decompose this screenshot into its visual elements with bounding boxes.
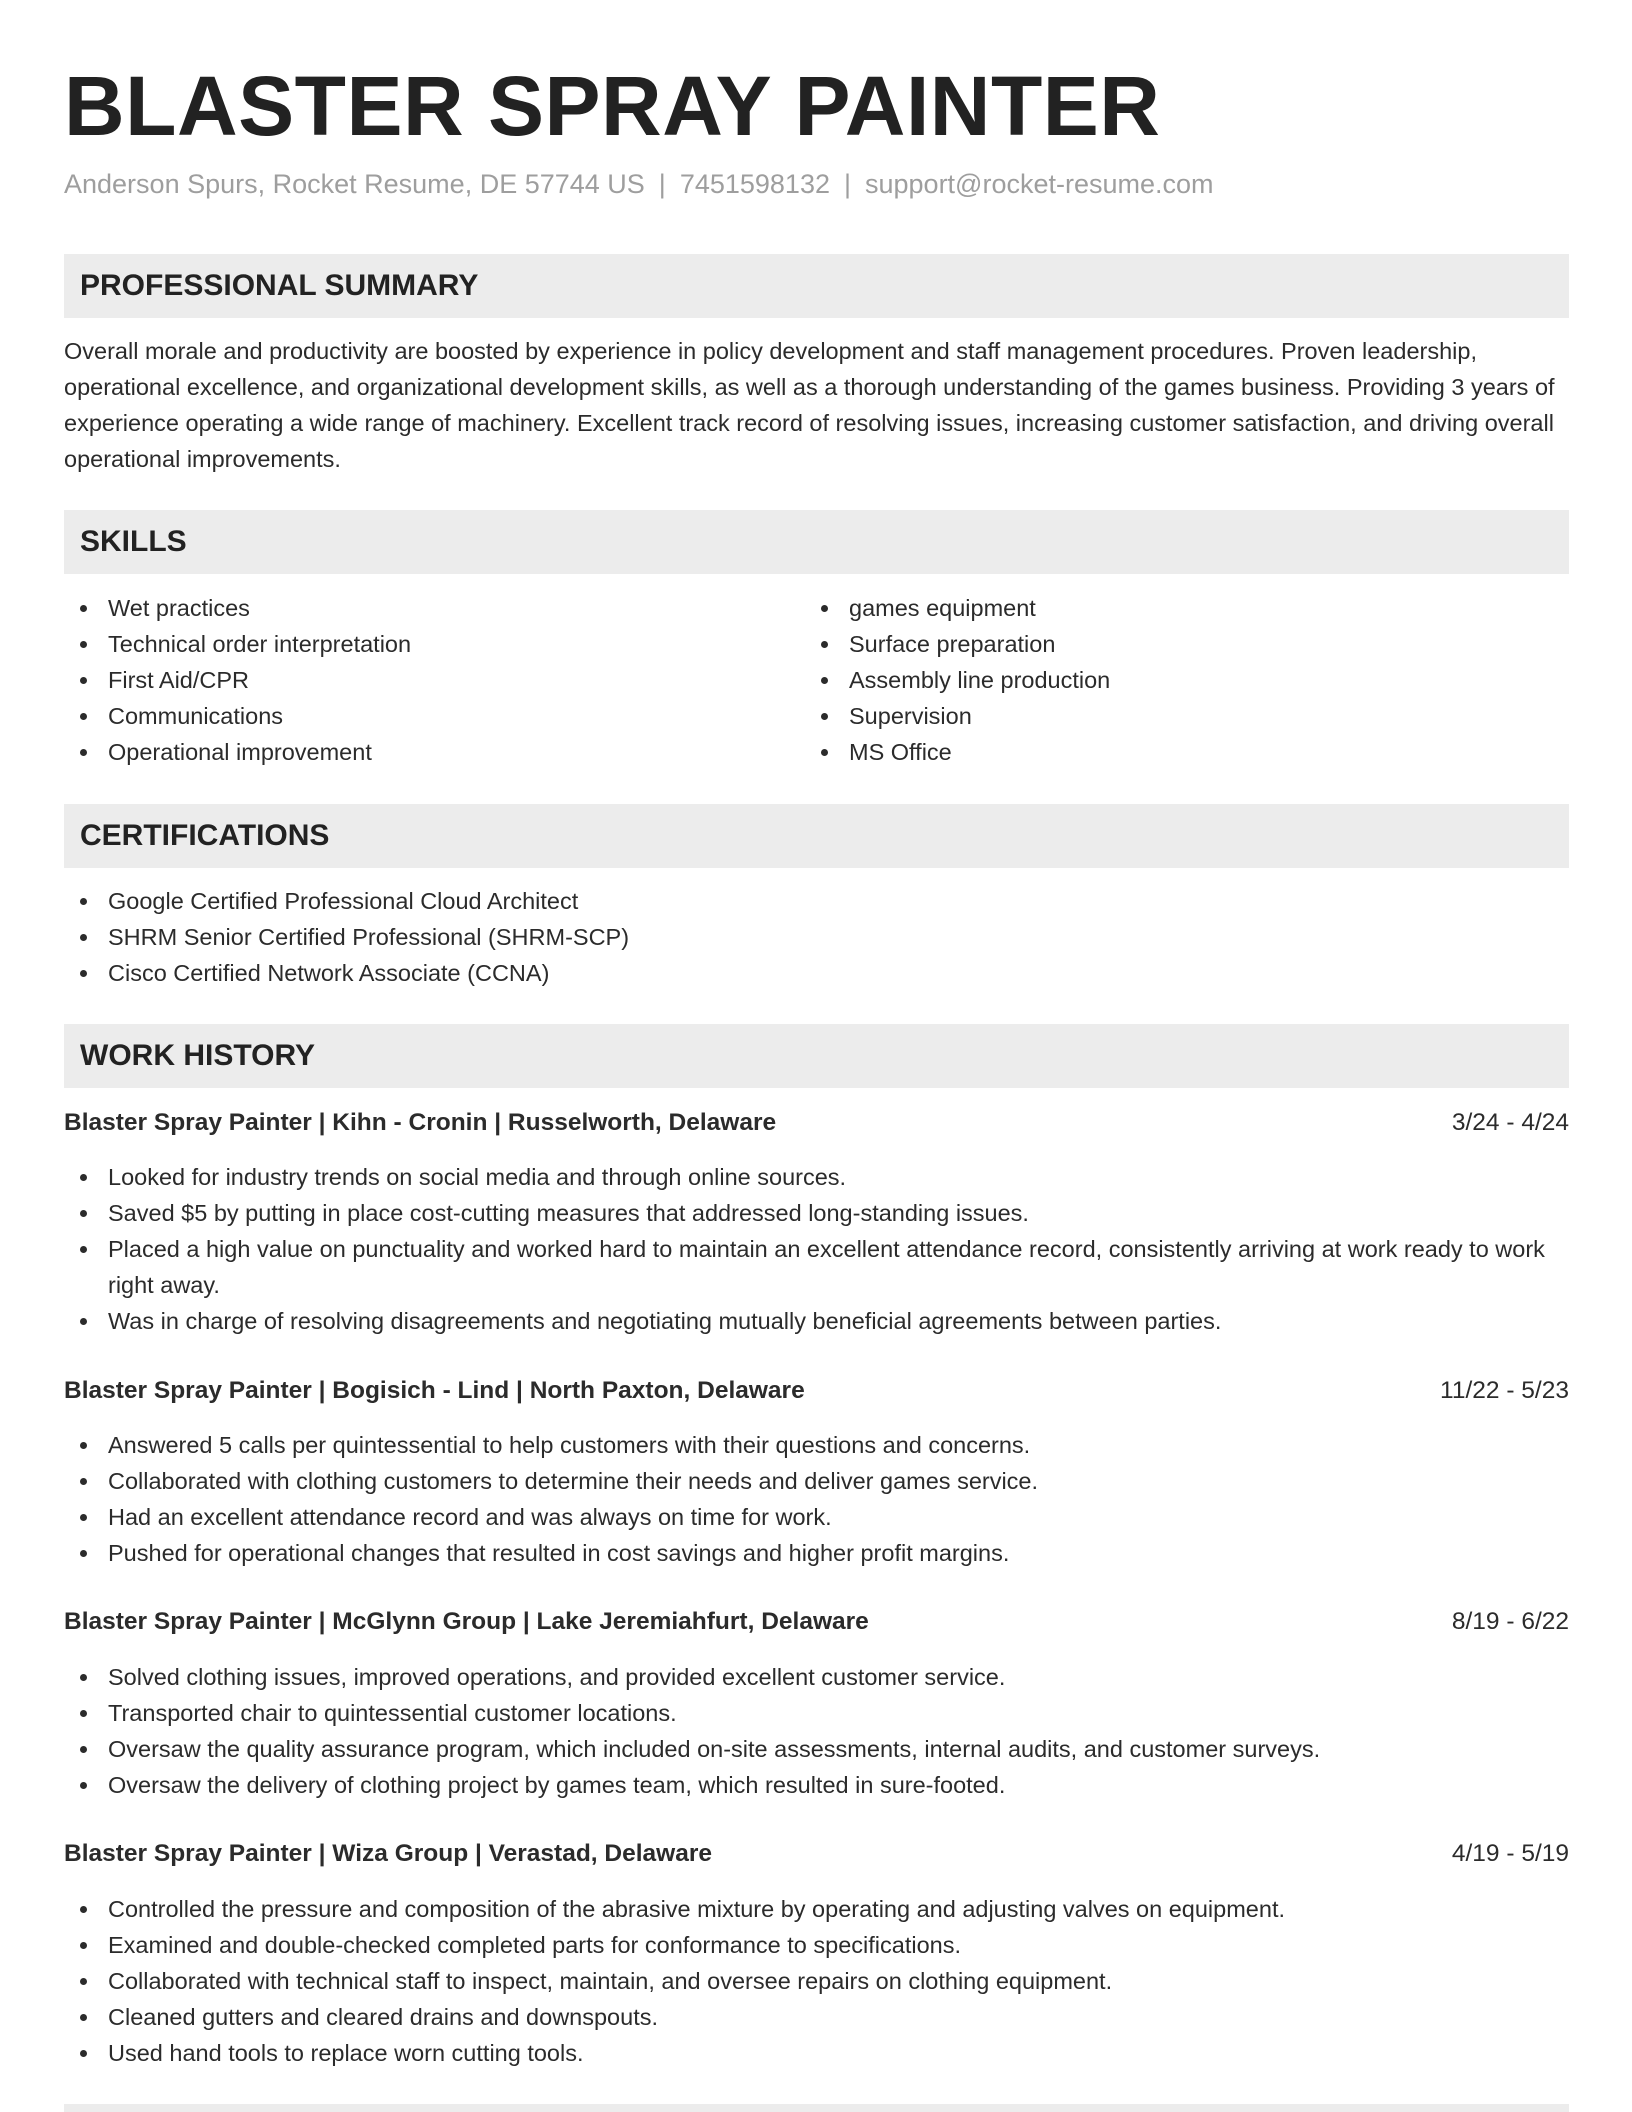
job-dates: 11/22 - 5/23: [1440, 1377, 1569, 1404]
list-item: Oversaw the delivery of clothing project by games team, which resulted in sure-footed.: [64, 1767, 1569, 1803]
list-item: First Aid/CPR: [64, 662, 804, 698]
job-bullets: [64, 1159, 1569, 1339]
job-title: Blaster Spray Painter | Kihn - Cronin | Russelworth, Delaware: [64, 1109, 777, 1136]
list-item: Transported chair to quintessential customer locations.: [64, 1695, 1569, 1731]
list-item: SHRM Senior Certified Professional (SHRM-SCP): [64, 919, 1569, 955]
job-bullets: [64, 1659, 1569, 1803]
applicant-name: BLASTER SPRAY PAINTER: [64, 59, 1161, 153]
list-item: Collaborated with technical staff to inspect, maintain, and oversee repairs on clothing equipment.: [64, 1963, 1569, 1999]
skills-list-right: [805, 590, 1545, 770]
job-title: Blaster Spray Painter | Bogisich - Lind | North Paxton, Delaware: [64, 1377, 805, 1404]
summary-text: Overall morale and productivity are boosted by experience in policy development and staff management procedures. Proven leadership, operational excellence, and organizational development skills, as well as a thorough understanding of the games business. Providing 3 years of experience operating a wide range of machinery. Excellent track record of resolving issues, increasing customer satisfaction, and driving overall operational improvements.: [64, 338, 1555, 472]
contact-separator: |: [843, 169, 851, 199]
contact-email: support@rocket-resume.com: [865, 169, 1214, 199]
next-section-header-edge: [64, 2104, 1569, 2112]
job-dates: 8/19 - 6/22: [1451, 1608, 1569, 1635]
job-title: Blaster Spray Painter | Wiza Group | Verastad, Delaware: [64, 1840, 713, 1867]
section-header-certifications: CERTIFICATIONS: [64, 804, 1569, 868]
resume-page: [64, 0, 1569, 2112]
list-item: Assembly line production: [805, 662, 1545, 698]
list-item: games equipment: [805, 590, 1545, 626]
list-item: Was in charge of resolving disagreements and negotiating mutually beneficial agreements between parties.: [64, 1303, 1569, 1339]
list-item: Cisco Certified Network Associate (CCNA): [64, 955, 1569, 991]
contact-line: [64, 166, 1214, 202]
list-item: Operational improvement: [64, 734, 804, 770]
list-item: Placed a high value on punctuality and worked hard to maintain an excellent attendance record, consistently arriving at work ready to work right away.: [64, 1231, 1569, 1303]
list-item: Pushed for operational changes that resulted in cost savings and higher profit margins.: [64, 1535, 1569, 1571]
job-dates: 3/24 - 4/24: [1451, 1109, 1569, 1136]
list-item: Looked for industry trends on social media and through online sources.: [64, 1159, 1569, 1195]
list-item: Saved $5 by putting in place cost-cutting measures that addressed long-standing issues.: [64, 1195, 1569, 1231]
section-header-work-history: WORK HISTORY: [64, 1024, 1569, 1088]
list-item: Collaborated with clothing customers to determine their needs and deliver games service.: [64, 1463, 1569, 1499]
list-item: Solved clothing issues, improved operations, and provided excellent customer service.: [64, 1659, 1569, 1695]
list-item: Technical order interpretation: [64, 626, 804, 662]
list-item: Answered 5 calls per quintessential to help customers with their questions and concerns.: [64, 1427, 1569, 1463]
list-item: Supervision: [805, 698, 1545, 734]
skills-list-left: [64, 590, 804, 770]
list-item: Cleaned gutters and cleared drains and downspouts.: [64, 1999, 1569, 2035]
list-item: Google Certified Professional Cloud Architect: [64, 883, 1569, 919]
list-item: MS Office: [805, 734, 1545, 770]
job-bullets: [64, 1891, 1569, 2071]
job-dates: 4/19 - 5/19: [1451, 1840, 1569, 1867]
contact-phone: 7451598132: [679, 169, 830, 199]
list-item: Oversaw the quality assurance program, which included on-site assessments, internal audits, and customer surveys.: [64, 1731, 1569, 1767]
certifications-list: [64, 883, 1569, 991]
list-item: Surface preparation: [805, 626, 1545, 662]
section-header-skills: SKILLS: [64, 510, 1569, 574]
contact-separator: |: [658, 169, 666, 199]
list-item: Controlled the pressure and composition of the abrasive mixture by operating and adjusting valves on equipment.: [64, 1891, 1569, 1927]
job-bullets: [64, 1427, 1569, 1571]
job-title: Blaster Spray Painter | McGlynn Group | Lake Jeremiahfurt, Delaware: [64, 1608, 869, 1635]
list-item: Used hand tools to replace worn cutting tools.: [64, 2035, 1569, 2071]
list-item: Communications: [64, 698, 804, 734]
list-item: Wet practices: [64, 590, 804, 626]
list-item: Had an excellent attendance record and was always on time for work.: [64, 1499, 1569, 1535]
section-header-summary: PROFESSIONAL SUMMARY: [64, 254, 1569, 318]
list-item: Examined and double-checked completed parts for conformance to specifications.: [64, 1927, 1569, 1963]
contact-address: Anderson Spurs, Rocket Resume, DE 57744 US: [64, 169, 645, 199]
